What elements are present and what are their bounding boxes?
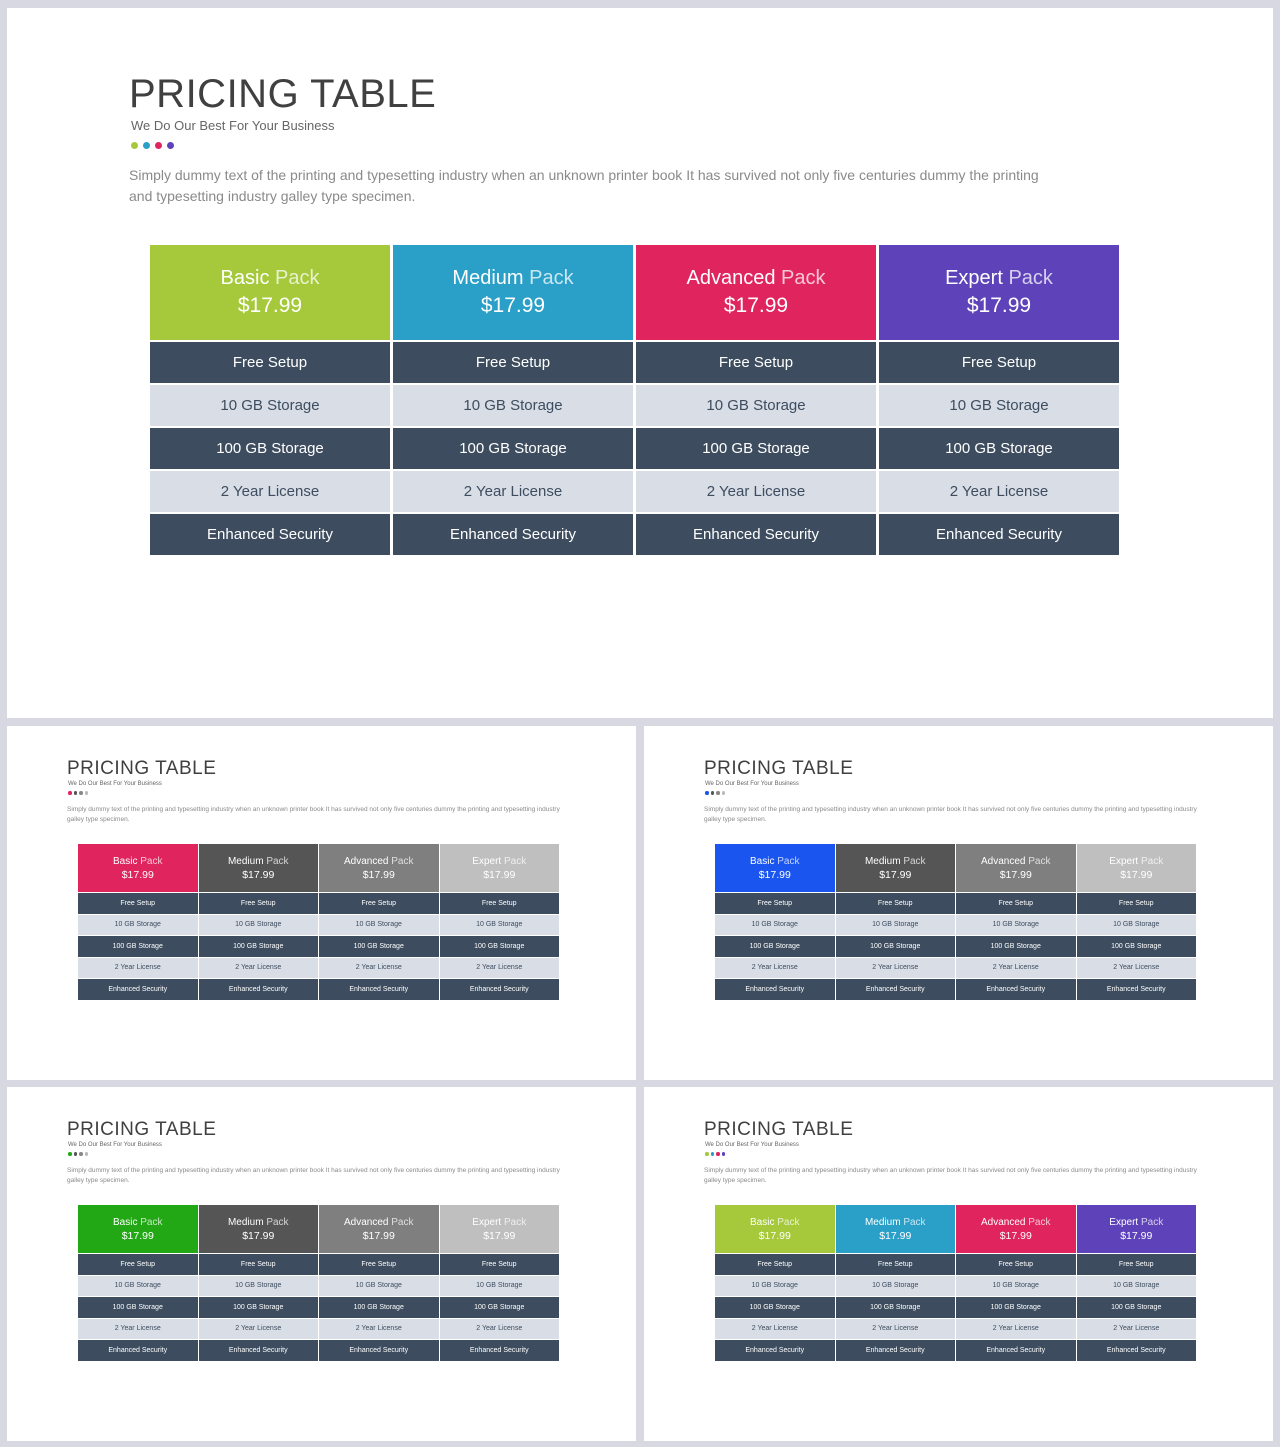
plan-name-label: Advanced	[981, 855, 1026, 867]
feature-row: Free Setup	[956, 1254, 1076, 1275]
feature-row: Enhanced Security	[636, 514, 876, 555]
plan-pack-label: Pack	[903, 855, 926, 867]
plan-name	[452, 267, 573, 290]
feature-row: 10 GB Storage	[1077, 915, 1197, 936]
feature-row: 2 Year License	[956, 1319, 1076, 1340]
feature-row: Free Setup	[199, 1254, 319, 1275]
plan-pack-label: Pack	[1140, 1216, 1164, 1228]
plan-pack-label: Pack	[266, 1216, 289, 1228]
plan-name	[228, 856, 289, 867]
feature-row: 10 GB Storage	[836, 1276, 956, 1297]
plan-name	[865, 856, 926, 867]
feature-row: Enhanced Security	[836, 979, 956, 1000]
feature-row: 100 GB Storage	[319, 1297, 439, 1318]
plan-name-label: Basic	[113, 1216, 138, 1228]
description-text: Simply dummy text of the printing and typesetting industry when an unknown printer book It has survived not only five centuries dummy the printing and typesetting industry galley type specimen.	[704, 806, 1197, 823]
pricing-table	[715, 844, 1196, 1000]
slide-variant-red	[7, 726, 636, 1080]
feature-row: 100 GB Storage	[150, 428, 390, 469]
plan-name-label: Basic	[220, 267, 270, 289]
plan-pack-label: Pack	[266, 855, 289, 867]
plan-pack-label: Pack	[777, 1216, 800, 1228]
feature-row: 2 Year License	[150, 471, 390, 512]
feature-row: 10 GB Storage	[78, 915, 198, 936]
feature-row: 2 Year License	[199, 958, 319, 979]
feature-row: 100 GB Storage	[199, 1297, 319, 1318]
feature-row: 100 GB Storage	[836, 1297, 956, 1318]
feature-row: 10 GB Storage	[319, 1276, 439, 1297]
feature-row: 100 GB Storage	[440, 936, 560, 957]
plan-price: $17.99	[237, 294, 303, 317]
feature-row: 10 GB Storage	[879, 385, 1119, 426]
feature-row: 2 Year License	[1077, 1319, 1197, 1340]
plan-name	[750, 856, 799, 867]
color-dot	[716, 791, 720, 795]
pricing-table	[78, 844, 559, 1000]
feature-row: Free Setup	[956, 893, 1076, 914]
plan-name	[1109, 856, 1163, 867]
plan-name-label: Medium	[864, 855, 901, 867]
plan-header[interactable]	[879, 245, 1119, 340]
pricing-column-advanced	[636, 245, 876, 555]
plan-name-label: Basic	[113, 855, 138, 867]
plan-name	[865, 1217, 926, 1228]
color-dot	[74, 1152, 78, 1156]
feature-row: Free Setup	[199, 893, 319, 914]
feature-row: 100 GB Storage	[836, 936, 956, 957]
pricing-table	[715, 1205, 1196, 1361]
feature-row: Enhanced Security	[1077, 1340, 1197, 1361]
plan-price: $17.99	[242, 1229, 275, 1242]
feature-row: Free Setup	[393, 342, 633, 383]
pricing-column-medium	[836, 844, 956, 1000]
plan-price: $17.99	[483, 868, 516, 881]
plan-name	[472, 856, 526, 867]
color-dot	[68, 791, 72, 795]
plan-header[interactable]	[78, 1205, 198, 1253]
feature-row: Enhanced Security	[715, 979, 835, 1000]
slide-main	[7, 8, 1273, 718]
feature-row: 2 Year License	[836, 958, 956, 979]
plan-name	[687, 267, 826, 290]
pricing-column-medium	[199, 844, 319, 1000]
pricing-column-advanced	[319, 844, 439, 1000]
feature-row: Free Setup	[1077, 893, 1197, 914]
page-title: PRICING TABLE	[704, 758, 854, 779]
color-dot	[722, 791, 726, 795]
plan-header[interactable]	[956, 844, 1076, 892]
feature-row: Enhanced Security	[715, 1340, 835, 1361]
plan-name	[1109, 1217, 1163, 1228]
plan-name-label: Advanced	[981, 1216, 1026, 1228]
plan-header[interactable]	[319, 844, 439, 892]
color-dots	[705, 1152, 725, 1156]
plan-price: $17.99	[121, 1229, 154, 1242]
plan-price: $17.99	[999, 1229, 1032, 1242]
feature-row: Enhanced Security	[150, 514, 390, 555]
feature-row: Enhanced Security	[440, 979, 560, 1000]
feature-row: 10 GB Storage	[199, 1276, 319, 1297]
plan-pack-label: Pack	[140, 1216, 163, 1228]
feature-row: 100 GB Storage	[393, 428, 633, 469]
plan-header[interactable]	[715, 844, 835, 892]
plan-header[interactable]	[199, 844, 319, 892]
color-dot	[705, 791, 709, 795]
plan-name	[344, 856, 414, 867]
plan-price: $17.99	[723, 294, 789, 317]
feature-row: Free Setup	[636, 342, 876, 383]
plan-name-label: Medium	[864, 1216, 901, 1228]
plan-header[interactable]	[636, 245, 876, 340]
plan-header[interactable]	[319, 1205, 439, 1253]
pricing-column-basic	[150, 245, 390, 555]
feature-row: 10 GB Storage	[440, 1276, 560, 1297]
feature-row: Free Setup	[440, 1254, 560, 1275]
plan-header[interactable]	[440, 844, 560, 892]
feature-row: 10 GB Storage	[836, 915, 956, 936]
feature-row: 2 Year License	[836, 1319, 956, 1340]
plan-header[interactable]	[78, 844, 198, 892]
plan-name-label: Expert	[472, 1216, 502, 1228]
plan-price: $17.99	[879, 868, 912, 881]
plan-name	[221, 267, 320, 290]
feature-row: Enhanced Security	[78, 979, 198, 1000]
feature-row: Free Setup	[836, 1254, 956, 1275]
feature-row: 2 Year License	[440, 958, 560, 979]
plan-price: $17.99	[242, 868, 275, 881]
feature-row: Free Setup	[715, 1254, 835, 1275]
plan-price: $17.99	[362, 868, 395, 881]
plan-name	[981, 856, 1051, 867]
plan-pack-label: Pack	[1028, 855, 1051, 867]
plan-pack-label: Pack	[1028, 1216, 1051, 1228]
color-dot	[711, 1152, 715, 1156]
plan-name	[750, 1217, 799, 1228]
color-dot	[711, 791, 715, 795]
page-subtitle: We Do Our Best For Your Business	[705, 781, 799, 787]
plan-pack-label: Pack	[391, 855, 414, 867]
feature-row: 10 GB Storage	[1077, 1276, 1197, 1297]
plan-pack-label: Pack	[1008, 267, 1053, 289]
pricing-column-basic	[78, 1205, 198, 1361]
pricing-column-basic	[715, 1205, 835, 1361]
pricing-column-basic	[78, 844, 198, 1000]
pricing-column-advanced	[319, 1205, 439, 1361]
plan-header[interactable]	[836, 1205, 956, 1253]
plan-name	[472, 1217, 526, 1228]
feature-row: Enhanced Security	[78, 1340, 198, 1361]
feature-row: Free Setup	[319, 893, 439, 914]
description-text: Simply dummy text of the printing and typesetting industry when an unknown printer book It has survived not only five centuries dummy the printing and typesetting industry galley type specimen.	[129, 167, 1039, 204]
plan-name	[228, 1217, 289, 1228]
feature-row: 10 GB Storage	[440, 915, 560, 936]
plan-header[interactable]	[1077, 1205, 1197, 1253]
slide-variant-multicolor	[644, 1087, 1273, 1441]
plan-name-label: Expert	[472, 855, 502, 867]
page-title: PRICING TABLE	[129, 72, 437, 116]
plan-name	[981, 1217, 1051, 1228]
pricing-column-expert	[879, 245, 1119, 555]
plan-name-label: Medium	[452, 267, 524, 289]
plan-name-label: Medium	[227, 1216, 264, 1228]
plan-name	[344, 1217, 414, 1228]
feature-row: Free Setup	[78, 893, 198, 914]
page-subtitle: We Do Our Best For Your Business	[131, 118, 335, 133]
feature-row: 10 GB Storage	[150, 385, 390, 426]
plan-name-label: Expert	[945, 267, 1003, 289]
feature-row: Enhanced Security	[199, 1340, 319, 1361]
plan-price: $17.99	[483, 1229, 516, 1242]
color-dot	[85, 1152, 89, 1156]
plan-header[interactable]	[715, 1205, 835, 1253]
feature-row: 100 GB Storage	[199, 936, 319, 957]
feature-row: 100 GB Storage	[879, 428, 1119, 469]
feature-row: 2 Year License	[319, 1319, 439, 1340]
page-subtitle: We Do Our Best For Your Business	[68, 781, 162, 787]
color-dot	[716, 1152, 720, 1156]
plan-price: $17.99	[758, 868, 791, 881]
plan-name-label: Advanced	[686, 267, 776, 289]
description-text: Simply dummy text of the printing and typesetting industry when an unknown printer book It has survived not only five centuries dummy the printing and typesetting industry galley type specimen.	[67, 806, 560, 823]
feature-row: 10 GB Storage	[393, 385, 633, 426]
color-dot	[167, 142, 174, 149]
description-text: Simply dummy text of the printing and typesetting industry when an unknown printer book It has survived not only five centuries dummy the printing and typesetting industry galley type specimen.	[704, 1167, 1197, 1184]
plan-pack-label: Pack	[503, 1216, 527, 1228]
feature-row: 2 Year License	[715, 958, 835, 979]
color-dots	[705, 791, 725, 795]
pricing-table	[78, 1205, 559, 1361]
feature-row: Enhanced Security	[319, 1340, 439, 1361]
feature-row: 100 GB Storage	[956, 936, 1076, 957]
feature-row: 10 GB Storage	[636, 385, 876, 426]
page-title: PRICING TABLE	[704, 1119, 854, 1140]
feature-row: 100 GB Storage	[715, 936, 835, 957]
feature-row: 100 GB Storage	[319, 936, 439, 957]
plan-pack-label: Pack	[781, 267, 826, 289]
plan-header[interactable]	[836, 844, 956, 892]
feature-row: 10 GB Storage	[956, 1276, 1076, 1297]
plan-price: $17.99	[480, 294, 546, 317]
feature-row: Enhanced Security	[956, 1340, 1076, 1361]
pricing-column-expert	[1077, 1205, 1197, 1361]
pricing-column-expert	[1077, 844, 1197, 1000]
pricing-column-expert	[440, 1205, 560, 1361]
feature-row: 100 GB Storage	[1077, 936, 1197, 957]
color-dot	[68, 1152, 72, 1156]
feature-row: 2 Year License	[78, 958, 198, 979]
feature-row: Free Setup	[1077, 1254, 1197, 1275]
plan-header[interactable]	[956, 1205, 1076, 1253]
feature-row: 10 GB Storage	[956, 915, 1076, 936]
feature-row: 2 Year License	[319, 958, 439, 979]
plan-name-label: Medium	[227, 855, 264, 867]
plan-name-label: Basic	[750, 1216, 775, 1228]
feature-row: 100 GB Storage	[636, 428, 876, 469]
feature-row: Enhanced Security	[199, 979, 319, 1000]
page-subtitle: We Do Our Best For Your Business	[68, 1142, 162, 1148]
page-subtitle: We Do Our Best For Your Business	[705, 1142, 799, 1148]
feature-row: Enhanced Security	[879, 514, 1119, 555]
feature-row: Enhanced Security	[319, 979, 439, 1000]
plan-price: $17.99	[879, 1229, 912, 1242]
plan-pack-label: Pack	[777, 855, 800, 867]
plan-name	[945, 267, 1053, 290]
pricing-column-medium	[199, 1205, 319, 1361]
feature-row: 10 GB Storage	[78, 1276, 198, 1297]
plan-price: $17.99	[1120, 868, 1153, 881]
color-dots	[131, 142, 174, 149]
plan-price: $17.99	[966, 294, 1032, 317]
feature-row: Enhanced Security	[393, 514, 633, 555]
description-text: Simply dummy text of the printing and typesetting industry when an unknown printer book It has survived not only five centuries dummy the printing and typesetting industry galley type specimen.	[67, 1167, 560, 1184]
plan-name-label: Basic	[750, 855, 775, 867]
color-dot	[85, 791, 89, 795]
plan-pack-label: Pack	[503, 855, 527, 867]
plan-name	[113, 1217, 162, 1228]
feature-row: 2 Year License	[879, 471, 1119, 512]
plan-pack-label: Pack	[140, 855, 163, 867]
pricing-column-advanced	[956, 844, 1076, 1000]
feature-row: 100 GB Storage	[956, 1297, 1076, 1318]
feature-row: Free Setup	[836, 893, 956, 914]
pricing-column-medium	[836, 1205, 956, 1361]
color-dots	[68, 791, 88, 795]
plan-price: $17.99	[999, 868, 1032, 881]
plan-price: $17.99	[121, 868, 154, 881]
feature-row: 2 Year License	[956, 958, 1076, 979]
plan-name-label: Advanced	[344, 855, 389, 867]
plan-header[interactable]	[1077, 844, 1197, 892]
feature-row: Enhanced Security	[440, 1340, 560, 1361]
plan-pack-label: Pack	[275, 267, 320, 289]
pricing-column-medium	[393, 245, 633, 555]
color-dot	[79, 791, 83, 795]
color-dot	[143, 142, 150, 149]
slide-variant-green	[7, 1087, 636, 1441]
feature-row: 2 Year License	[199, 1319, 319, 1340]
feature-row: Free Setup	[150, 342, 390, 383]
feature-row: 2 Year License	[78, 1319, 198, 1340]
plan-pack-label: Pack	[391, 1216, 414, 1228]
color-dots	[68, 1152, 88, 1156]
plan-price: $17.99	[758, 1229, 791, 1242]
plan-pack-label: Pack	[1140, 855, 1164, 867]
feature-row: Enhanced Security	[1077, 979, 1197, 1000]
page-title: PRICING TABLE	[67, 1119, 217, 1140]
feature-row: 2 Year License	[393, 471, 633, 512]
color-dot	[131, 142, 138, 149]
plan-name-label: Advanced	[344, 1216, 389, 1228]
color-dot	[722, 1152, 726, 1156]
color-dot	[74, 791, 78, 795]
feature-row: 2 Year License	[1077, 958, 1197, 979]
feature-row: 10 GB Storage	[715, 1276, 835, 1297]
feature-row: 10 GB Storage	[319, 915, 439, 936]
feature-row: Free Setup	[78, 1254, 198, 1275]
color-dot	[155, 142, 162, 149]
color-dot	[705, 1152, 709, 1156]
feature-row: Free Setup	[319, 1254, 439, 1275]
plan-pack-label: Pack	[529, 267, 574, 289]
pricing-column-basic	[715, 844, 835, 1000]
feature-row: Free Setup	[715, 893, 835, 914]
feature-row: Enhanced Security	[956, 979, 1076, 1000]
feature-row: 10 GB Storage	[199, 915, 319, 936]
plan-header[interactable]	[440, 1205, 560, 1253]
slide-variant-blue	[644, 726, 1273, 1080]
plan-name	[113, 856, 162, 867]
plan-name-label: Expert	[1109, 1216, 1139, 1228]
feature-row: 100 GB Storage	[1077, 1297, 1197, 1318]
feature-row: 10 GB Storage	[715, 915, 835, 936]
plan-header[interactable]	[150, 245, 390, 340]
pricing-table	[150, 245, 1119, 555]
pricing-column-advanced	[956, 1205, 1076, 1361]
feature-row: 2 Year License	[636, 471, 876, 512]
pricing-column-expert	[440, 844, 560, 1000]
plan-header[interactable]	[199, 1205, 319, 1253]
page-title: PRICING TABLE	[67, 758, 217, 779]
feature-row: Free Setup	[879, 342, 1119, 383]
feature-row: Enhanced Security	[836, 1340, 956, 1361]
feature-row: Free Setup	[440, 893, 560, 914]
feature-row: 100 GB Storage	[440, 1297, 560, 1318]
color-dot	[79, 1152, 83, 1156]
feature-row: 2 Year License	[440, 1319, 560, 1340]
feature-row: 2 Year License	[715, 1319, 835, 1340]
feature-row: 100 GB Storage	[715, 1297, 835, 1318]
feature-row: 100 GB Storage	[78, 936, 198, 957]
plan-header[interactable]	[393, 245, 633, 340]
feature-row: 100 GB Storage	[78, 1297, 198, 1318]
plan-price: $17.99	[362, 1229, 395, 1242]
plan-name-label: Expert	[1109, 855, 1139, 867]
plan-price: $17.99	[1120, 1229, 1153, 1242]
plan-pack-label: Pack	[903, 1216, 926, 1228]
